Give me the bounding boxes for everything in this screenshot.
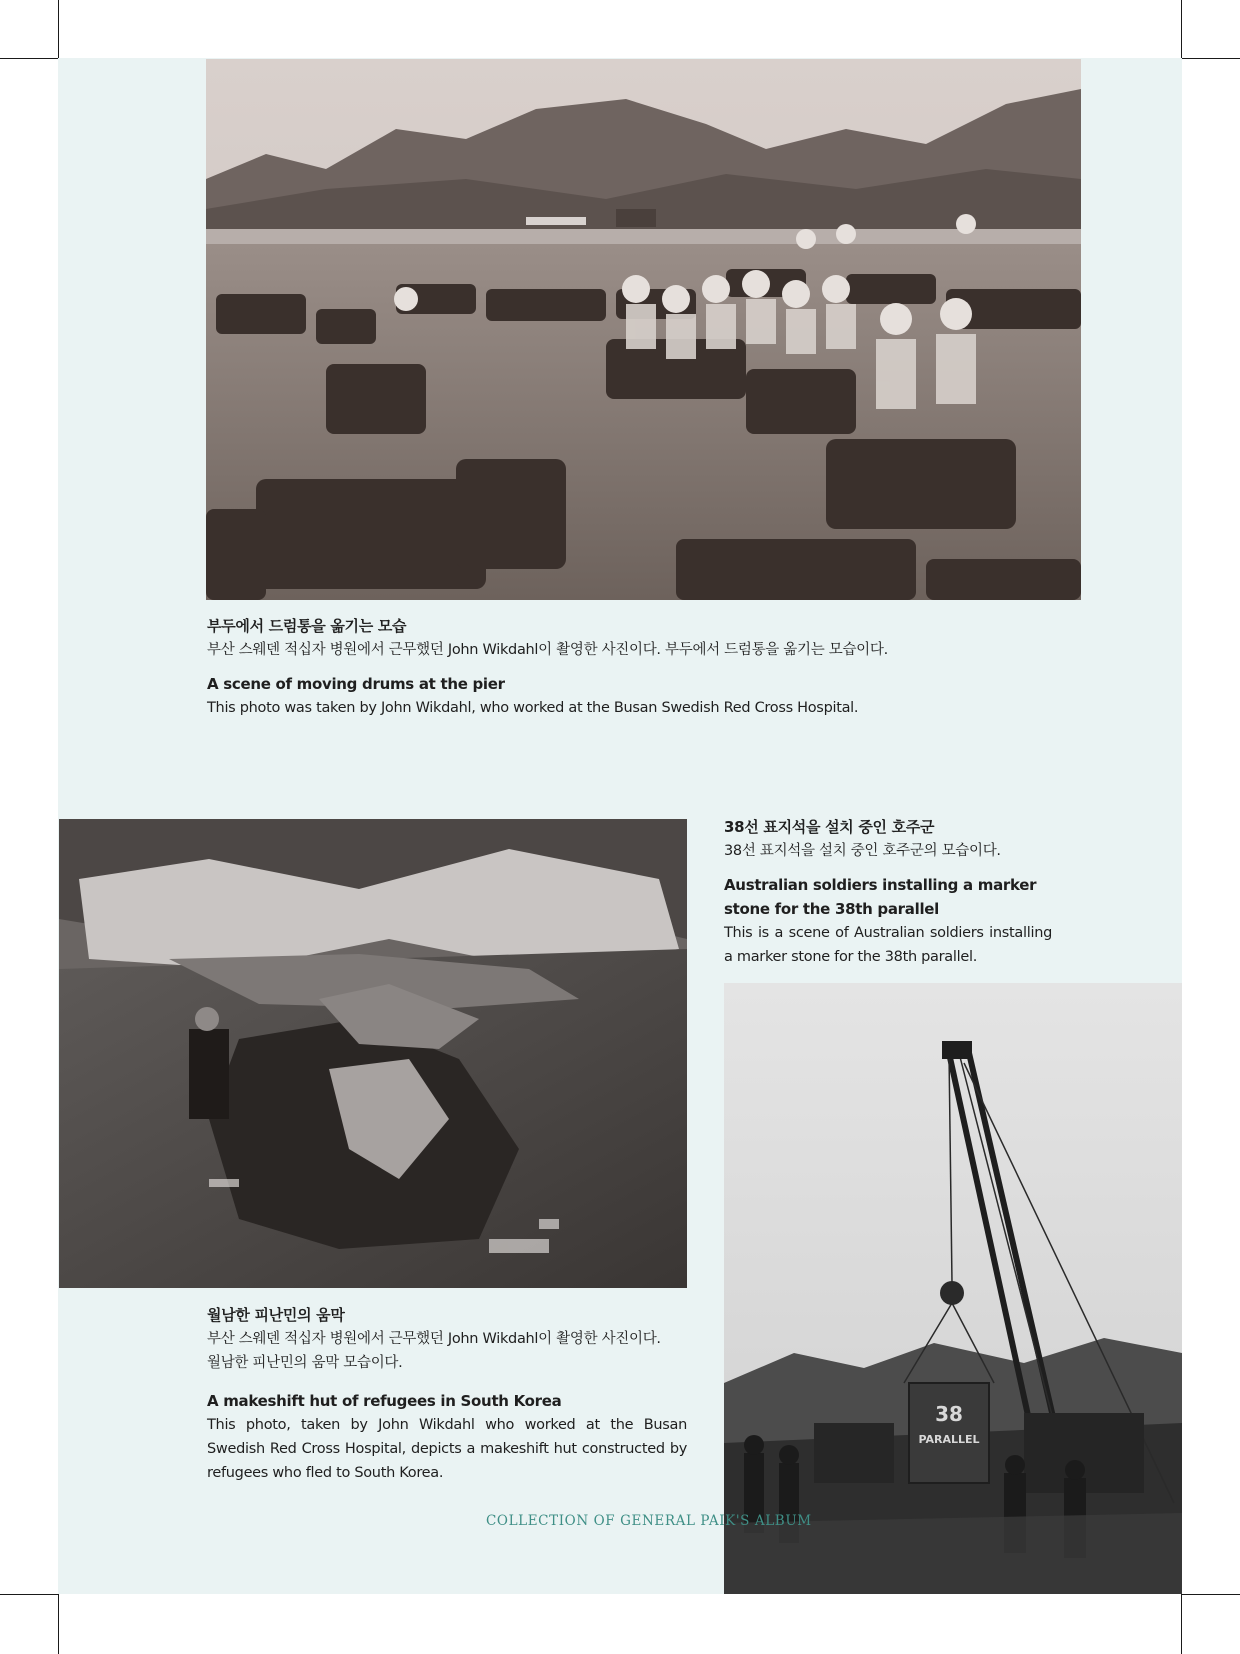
- crop-mark: [1181, 1594, 1182, 1654]
- refugee-desc-ko-1: 부산 스웨덴 적십자 병원에서 근무했던 John Wikdahl이 촬영한 사진이다.: [207, 1331, 661, 1347]
- pier-drums-photo: [206, 59, 1081, 600]
- refugee-hut-photo: [59, 819, 687, 1288]
- crop-mark: [0, 1594, 58, 1595]
- crop-mark: [1182, 1594, 1240, 1595]
- marker-title-ko: 38선 표지석을 설치 중인 호주군: [724, 818, 935, 836]
- crop-mark: [1182, 58, 1240, 59]
- refugee-desc-ko-2: 월남한 피난민의 움막 모습이다.: [207, 1355, 403, 1371]
- refugee-desc-en: This photo, taken by John Wikdahl who worked at the Busan Swedish Red Cross Hospital, depicts a makeshift hut constructed by refugees who fled to South Korea.: [207, 1417, 687, 1481]
- marker-sign-label: PARALLEL: [918, 1433, 980, 1446]
- marker-desc-ko: 38선 표지석을 설치 중인 호주군의 모습이다.: [724, 843, 1001, 859]
- crop-mark: [58, 0, 59, 58]
- crop-mark: [1181, 0, 1182, 58]
- marker-stone-photo: [724, 983, 1182, 1594]
- pier-title-ko: 부두에서 드럼통을 옮기는 모습: [207, 617, 407, 635]
- marker-caption: [724, 815, 1052, 969]
- pier-desc-ko: 부산 스웨덴 적십자 병원에서 근무했던 John Wikdahl이 촬영한 사진이다. 부두에서 드럼통을 옮기는 모습이다.: [207, 642, 888, 658]
- marker-title-en: Australian soldiers installing a marker stone for the 38th parallel: [724, 876, 1037, 918]
- crop-mark: [58, 1594, 59, 1654]
- refugee-caption: [207, 1303, 687, 1485]
- pier-desc-en: This photo was taken by John Wikdahl, who worked at the Busan Swedish Red Cross Hospital.: [207, 700, 859, 716]
- crop-mark: [0, 58, 58, 59]
- marker-sign-number: 38: [935, 1402, 963, 1426]
- pier-caption: [207, 614, 1087, 720]
- refugee-title-en: A makeshift hut of refugees in South Korea: [207, 1392, 562, 1410]
- marker-desc-en: This is a scene of Australian soldiers installing a marker stone for the 38th parallel.: [724, 925, 1052, 965]
- pier-title-en: A scene of moving drums at the pier: [207, 675, 505, 693]
- refugee-title-ko: 월남한 피난민의 움막: [207, 1306, 345, 1324]
- footer-collection-title: COLLECTION OF GENERAL PAIK'S ALBUM: [486, 1513, 812, 1529]
